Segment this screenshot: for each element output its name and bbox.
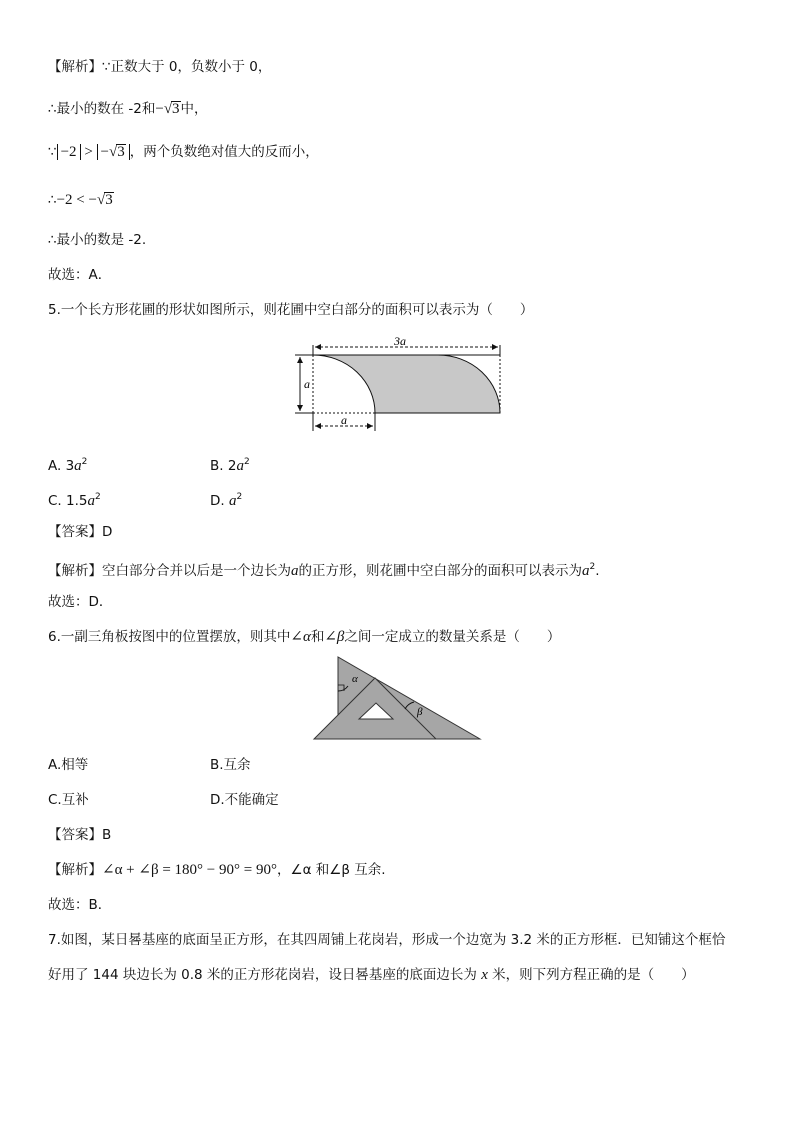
q5-label-left: a: [304, 377, 310, 391]
analysis-line-2: ∴最小的数在 -2和−√3中，: [48, 101, 208, 117]
choice-line: 故选：A．: [48, 267, 112, 283]
q6-option-a: A.相等: [48, 757, 89, 773]
q5-option-d: D. $a^2$: [210, 492, 243, 509]
q5-label-bottom: a: [341, 413, 347, 427]
q5-option-c: C. $1.5a^2$: [48, 492, 101, 509]
analysis-label: 【解析】: [48, 59, 102, 75]
sqrt-symbol: √3: [96, 192, 113, 208]
q6-answer: 【答案】B: [48, 827, 112, 843]
q5-option-b: B. $2a^2$: [210, 457, 250, 474]
q5-figure: [290, 333, 510, 435]
abs-neg-sqrt3: −√3: [97, 144, 130, 160]
analysis-line-5: ∴最小的数是 -2.: [48, 232, 147, 248]
q5-label-top: 3a: [394, 334, 406, 348]
q5-shaded-region: [313, 355, 500, 413]
question-6-text: 6.一副三角板按图中的位置摆放，则其中∠α和∠β之间一定成立的数量关系是（ ）: [48, 629, 561, 645]
q5-choice: 故选：D．: [48, 594, 113, 610]
question-7-line-2: 好用了 144 块边长为 0.8 米的正方形花岗岩，设日晷基座的底面边长为 x 米，则下列方程正确的是（ ）: [48, 967, 695, 983]
analysis-line-3: ∵ −2 > −√3 ，两个负数绝对值大的反而小，: [48, 144, 319, 160]
q5-analysis: 【解析】空白部分合并以后是一个边长为a的正方形，则花圃中空白部分的面积可以表示为$a^2$.: [48, 562, 600, 579]
q6-analysis: 【解析】∠α + ∠β = 180° − 90° = 90°，∠α 和∠β 互余.: [48, 862, 386, 878]
q5-answer: 【答案】D: [48, 524, 113, 540]
q6-choice: 故选：B．: [48, 897, 112, 913]
q6-label-alpha: α: [352, 673, 358, 685]
q6-option-c: C.互补: [48, 792, 89, 808]
q6-option-b: B.互余: [210, 757, 251, 773]
q6-label-beta: β: [417, 706, 423, 718]
q6-option-d: D.不能确定: [210, 792, 279, 808]
analysis-line-4: ∴−2 < −√3: [48, 192, 113, 208]
sqrt-symbol: √3: [163, 101, 180, 117]
q6-figure: [310, 655, 485, 743]
question-5-text: 5.一个长方形花圃的形状如图所示，则花圃中空白部分的面积可以表示为（ ）: [48, 302, 534, 318]
analysis-line-1: 【解析】∵正数大于 0，负数小于 0，: [48, 59, 272, 75]
question-7-line-1: 7.如图，某日晷基座的底面呈正方形，在其四周铺上花岗岩，形成一个边宽为 3.2 米的正方形框．已知铺这个框恰: [48, 932, 726, 948]
q5-option-a: A. $3a^2$: [48, 457, 88, 474]
